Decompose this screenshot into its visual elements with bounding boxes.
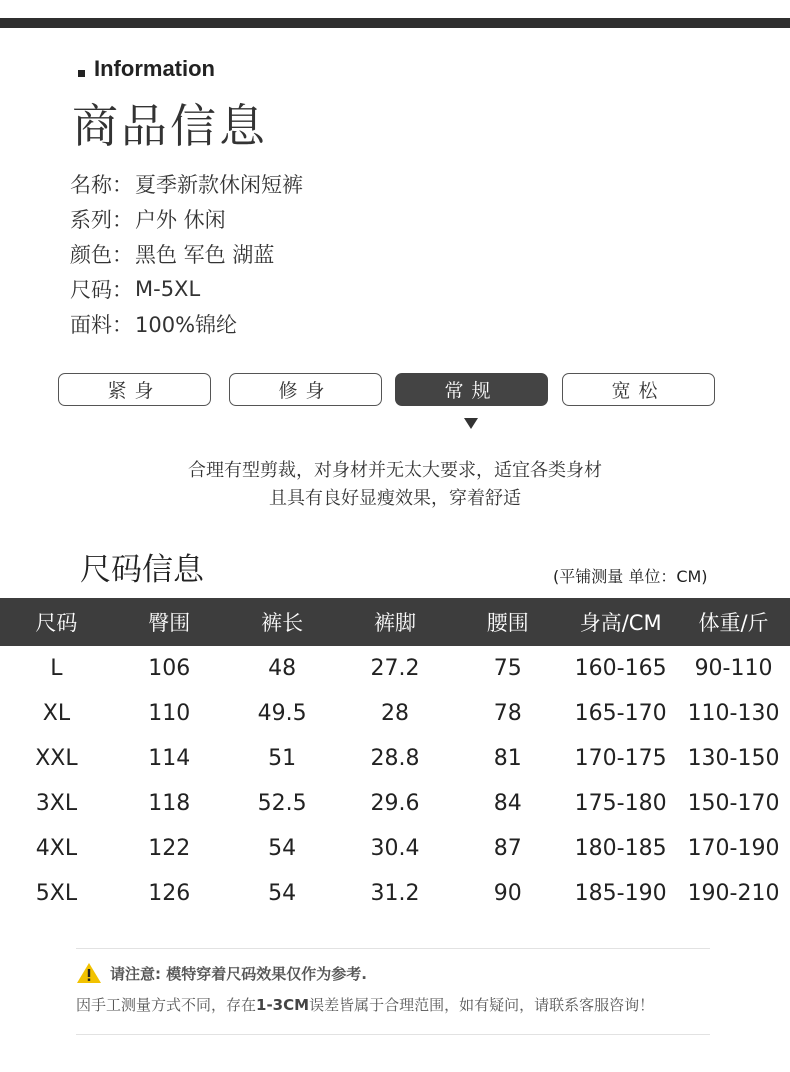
table-cell: 81: [493, 746, 522, 771]
table-cell: 170-190: [687, 836, 780, 861]
table-cell: 130-150: [687, 746, 780, 771]
fit-option-loose[interactable]: 宽松: [562, 373, 715, 406]
column-header: 身高/CM: [564, 598, 677, 646]
column-header: 臀围: [113, 598, 226, 646]
fit-description-line1: 合理有型剪裁，对身材并无太大要求，适宜各类身材: [188, 460, 602, 481]
table-cell: 160-165: [574, 656, 667, 681]
table-cell: 51: [268, 746, 297, 771]
table-cell: 84: [493, 791, 522, 816]
table-row: [0, 691, 790, 736]
table-row: [0, 646, 790, 691]
info-heading: [78, 56, 215, 82]
spec-key: 系列：: [70, 207, 133, 232]
table-cell: 5XL: [35, 881, 78, 906]
table-cell: 90-110: [694, 656, 773, 681]
spec-key: 颜色：: [70, 242, 133, 267]
table-cell: 75: [493, 656, 522, 681]
spec-key: 面料：: [70, 312, 133, 337]
spec-value: M-5XL: [135, 276, 201, 301]
measure-note: (平铺测量 单位：CM): [553, 567, 708, 586]
spec-item-size: [70, 271, 303, 306]
disclaimer-highlight: 1-3CM: [256, 996, 310, 1014]
table-cell: 27.2: [370, 656, 420, 681]
table-cell: 52.5: [257, 791, 307, 816]
fit-option-tight[interactable]: 紧身: [58, 373, 211, 406]
table-cell: 110-130: [687, 701, 780, 726]
table-cell: 165-170: [574, 701, 667, 726]
table-cell: 54: [268, 881, 297, 906]
warning-triangle-icon: [76, 962, 102, 984]
table-cell: 29.6: [370, 791, 420, 816]
spec-value: 夏季新款休闲短裤: [135, 172, 303, 197]
selected-arrow-icon: [464, 418, 478, 429]
column-header: 腰围: [451, 598, 564, 646]
table-cell: 49.5: [257, 701, 307, 726]
fit-option-regular[interactable]: 常规: [395, 373, 548, 406]
table-cell: 3XL: [35, 791, 78, 816]
spec-item-name: [70, 166, 303, 201]
table-cell: 54: [268, 836, 297, 861]
table-cell: 114: [148, 746, 191, 771]
spec-key: 尺码：: [70, 277, 133, 302]
table-cell: 170-175: [574, 746, 667, 771]
divider-top: [76, 948, 710, 949]
spec-value: 100%锦纶: [135, 312, 238, 337]
table-header-row: [0, 598, 790, 646]
disclaimer: [76, 994, 654, 1015]
table-cell: 48: [268, 656, 297, 681]
square-bullet-icon: [78, 70, 85, 77]
fit-options: [58, 373, 718, 408]
table-cell: 90: [493, 881, 522, 906]
column-header: 体重/斤: [677, 598, 790, 646]
spec-value: 户外 休闲: [135, 207, 226, 232]
table-row: [0, 781, 790, 826]
table-cell: 110: [148, 701, 191, 726]
size-info-title: 尺码信息: [80, 552, 204, 588]
table-row: [0, 736, 790, 781]
spec-item-series: [70, 201, 303, 236]
table-cell: 31.2: [370, 881, 420, 906]
table-cell: 175-180: [574, 791, 667, 816]
table-cell: 150-170: [687, 791, 780, 816]
top-bar: [0, 18, 790, 28]
spec-list: [70, 166, 303, 341]
table-cell: 87: [493, 836, 522, 861]
table-cell: XXL: [35, 746, 78, 771]
table-row: [0, 826, 790, 871]
table-cell: 4XL: [35, 836, 78, 861]
info-label: Information: [94, 56, 215, 81]
table-cell: XL: [42, 701, 71, 726]
table-cell: 126: [148, 881, 191, 906]
table-cell: 180-185: [574, 836, 667, 861]
table-cell: 28: [380, 701, 409, 726]
spec-item-color: [70, 236, 303, 271]
column-header: 裤脚: [339, 598, 452, 646]
table-cell: 118: [148, 791, 191, 816]
table-cell: 185-190: [574, 881, 667, 906]
fit-option-slim[interactable]: 修身: [229, 373, 382, 406]
disclaimer-text-after: 误差皆属于合理范围，如有疑问，请联系客服咨询！: [309, 996, 655, 1014]
spec-key: 名称：: [70, 172, 133, 197]
table-cell: 78: [493, 701, 522, 726]
spec-item-fabric: [70, 306, 303, 341]
table-cell: 190-210: [687, 881, 780, 906]
table-row: [0, 871, 790, 916]
notice-warning-text: 请注意: 模特穿着尺码效果仅作为参考.: [110, 964, 367, 983]
fit-description-line2: 且具有良好显瘦效果，穿着舒适: [269, 488, 521, 509]
table-cell: 30.4: [370, 836, 420, 861]
disclaimer-text-before: 因手工测量方式不同，存在: [76, 996, 257, 1014]
column-header: 裤长: [226, 598, 339, 646]
notice-line: [76, 962, 367, 984]
page-title: 商品信息: [72, 99, 268, 153]
table-cell: 106: [148, 656, 191, 681]
table-cell: 122: [148, 836, 191, 861]
size-table: [0, 598, 790, 916]
divider-bottom: [76, 1034, 710, 1035]
spec-value: 黑色 军色 湖蓝: [135, 242, 275, 267]
table-cell: L: [50, 656, 63, 681]
column-header: 尺码: [0, 598, 113, 646]
table-cell: 28.8: [370, 746, 420, 771]
